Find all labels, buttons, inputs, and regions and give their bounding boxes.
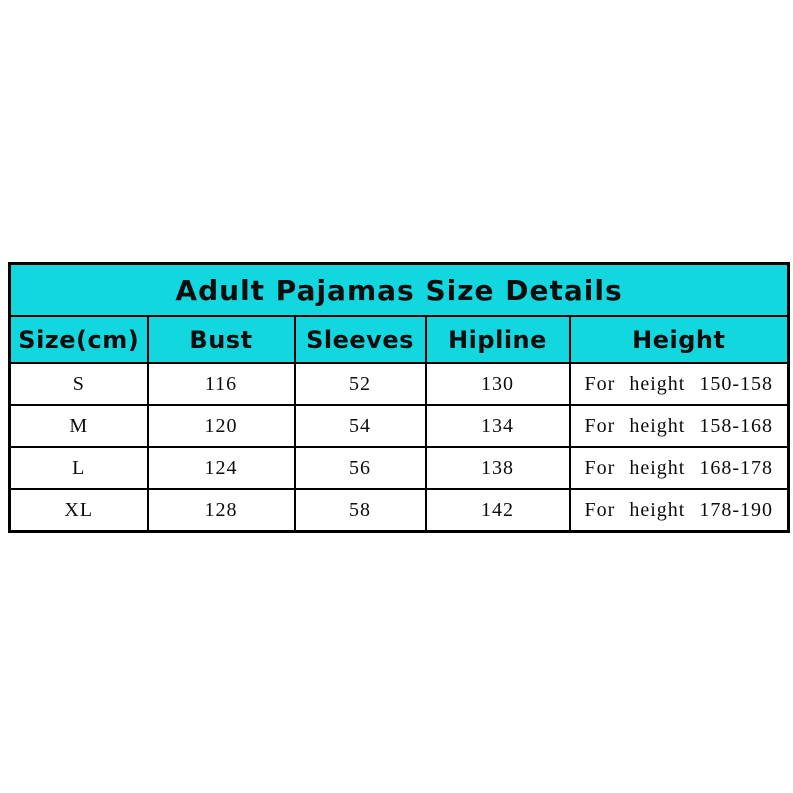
cell-height: For height 178-190	[570, 489, 789, 532]
cell-bust: 116	[148, 363, 295, 405]
cell-hipline: 134	[426, 405, 570, 447]
cell-sleeves: 54	[295, 405, 426, 447]
cell-size: L	[10, 447, 148, 489]
cell-sleeves: 52	[295, 363, 426, 405]
column-header-bust: Bust	[148, 316, 295, 363]
cell-height: For height 150-158	[570, 363, 789, 405]
cell-height: For height 158-168	[570, 405, 789, 447]
table-row-m	[10, 405, 789, 447]
cell-height: For height 168-178	[570, 447, 789, 489]
cell-sleeves: 56	[295, 447, 426, 489]
column-header-height: Height	[570, 316, 789, 363]
cell-hipline: 142	[426, 489, 570, 532]
column-header-size: Size(cm)	[10, 316, 148, 363]
column-header-hipline: Hipline	[426, 316, 570, 363]
table-title: Adult Pajamas Size Details	[10, 264, 789, 317]
table-row-s	[10, 363, 789, 405]
cell-size: M	[10, 405, 148, 447]
cell-bust: 124	[148, 447, 295, 489]
header-row	[10, 316, 789, 363]
cell-hipline: 138	[426, 447, 570, 489]
cell-size: XL	[10, 489, 148, 532]
table-row-l	[10, 447, 789, 489]
column-header-sleeves: Sleeves	[295, 316, 426, 363]
cell-bust: 120	[148, 405, 295, 447]
table-row-xl	[10, 489, 789, 532]
cell-hipline: 130	[426, 363, 570, 405]
size-chart-table	[8, 262, 790, 533]
cell-size: S	[10, 363, 148, 405]
cell-bust: 128	[148, 489, 295, 532]
title-row	[10, 264, 789, 317]
cell-sleeves: 58	[295, 489, 426, 532]
